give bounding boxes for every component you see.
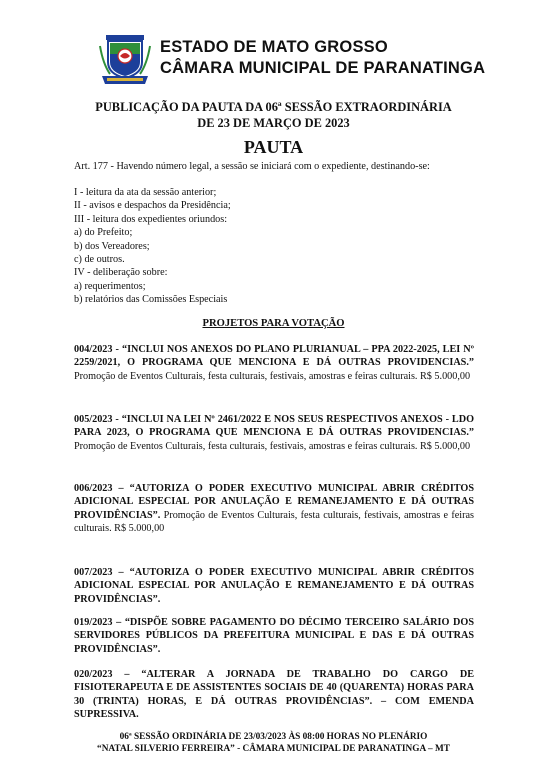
project-description: Promoção de Eventos Culturais, festa culturais, festivais, amostras e feiras culturais. R$ 5.000,00 <box>74 509 474 535</box>
project-title: 020/2023 – “ALTERAR A JORNADA DE TRABALHO DO CARGO DE FISIOTERAPEUTA E DE ASSISTENTES SOCIAIS DE 40 (QUARENTA) HORAS PARA 30 (TRINTA) HORAS, E DÁ OUTRAS PROVIDÊNCIAS”. – COM EMENDA SUPRESSIVA. <box>74 669 474 721</box>
letterhead <box>98 34 498 86</box>
project-item <box>74 616 474 656</box>
agenda-item: b) relatórios das Comissões Especiais <box>74 294 228 306</box>
publication-title: PUBLICAÇÃO DA PAUTA DA 06ª SESSÃO EXTRAORDINÁRIA <box>95 100 452 114</box>
agenda-list <box>74 186 474 307</box>
project-item <box>74 343 474 383</box>
project-item <box>74 413 474 453</box>
agenda-item: c) de outros. <box>74 254 125 266</box>
chamber-name: CÂMARA MUNICIPAL DE PARANATINGA <box>160 59 486 77</box>
project-item <box>74 482 474 536</box>
section-heading: PROJETOS PARA VOTAÇÃO <box>202 318 345 329</box>
state-name: ESTADO DE MATO GROSSO <box>160 38 388 56</box>
plenary-footer: “NATAL SILVERIO FERREIRA” - CÂMARA MUNICIPAL DE PARANATINGA – MT <box>97 744 450 754</box>
agenda-item: III - leitura dos expedientes oriundos: <box>74 213 228 225</box>
project-title: 007/2023 – “AUTORIZA O PODER EXECUTIVO MUNICIPAL ABRIR CRÉDITOS ADICIONAL ESPECIAL POR ANULAÇÃO E REMANEJAMENTO E DÁ OUTRAS PROVIDÊNCIAS”. <box>74 567 474 605</box>
article-intro: Art. 177 - Havendo número legal, a sessão se iniciará com o expediente, destinando-se: <box>74 161 430 172</box>
agenda-item: a) requerimentos; <box>74 280 146 292</box>
publication-date: DE 23 DE MARÇO DE 2023 <box>197 116 350 130</box>
agenda-item: I - leitura da ata da sessão anterior; <box>74 187 217 198</box>
project-item <box>74 668 474 722</box>
project-description: Promoção de Eventos Culturais, festa culturais, festivais, amostras e feiras culturais. R$ 5.000,00 <box>74 370 471 382</box>
project-title: 005/2023 - “INCLUI NA LEI Nº 2461/2022 E NOS SEUS RESPECTIVOS ANEXOS - LDO PARA 2023, O PROGRAMA QUE MENCIONA E DÁ OUTRAS PROVIDENCIAS.” <box>74 414 474 439</box>
project-title: 019/2023 – “DISPÕE SOBRE PAGAMENTO DO DÉCIMO TERCEIRO SALÁRIO DOS SERVIDORES PÚBLICOS DA PREFEITURA MUNICIPAL E DAS E DÁ OUTRAS PROVIDÊNCIAS”. <box>74 617 474 655</box>
agenda-item: b) dos Vereadores; <box>74 240 150 252</box>
project-title: 006/2023 – “AUTORIZA O PODER EXECUTIVO MUNICIPAL ABRIR CRÉDITOS ADICIONAL ESPECIAL POR ANULAÇÃO E REMANEJAMENTO E DÁ OUTRAS PROVIDÊNCIAS”. <box>74 483 474 521</box>
agenda-item: II - avisos e despachos da Presidência; <box>74 200 231 212</box>
pauta-heading: PAUTA <box>243 137 304 157</box>
agenda-item: a) do Prefeito; <box>74 227 133 239</box>
project-item <box>74 566 474 606</box>
project-description: Promoção de Eventos Culturais, festa culturais, festivais, amostras e feiras culturais. R$ 5.000,00 <box>74 440 471 452</box>
project-title: 004/2023 - “INCLUI NOS ANEXOS DO PLANO PLURIANUAL – PPA 2022-2025, LEI Nº 2259/2021, O PROGRAMA QUE MENCIONA E DÁ OUTRAS PROVIDENCIAS.” <box>74 344 474 369</box>
session-footer: 06ª SESSÃO ORDINÁRIA DE 23/03/2023 ÀS 08:00 HORAS NO PLENÁRIO <box>119 732 428 742</box>
agenda-item: IV - deliberação sobre: <box>74 267 168 279</box>
municipal-crest-icon <box>98 34 152 86</box>
